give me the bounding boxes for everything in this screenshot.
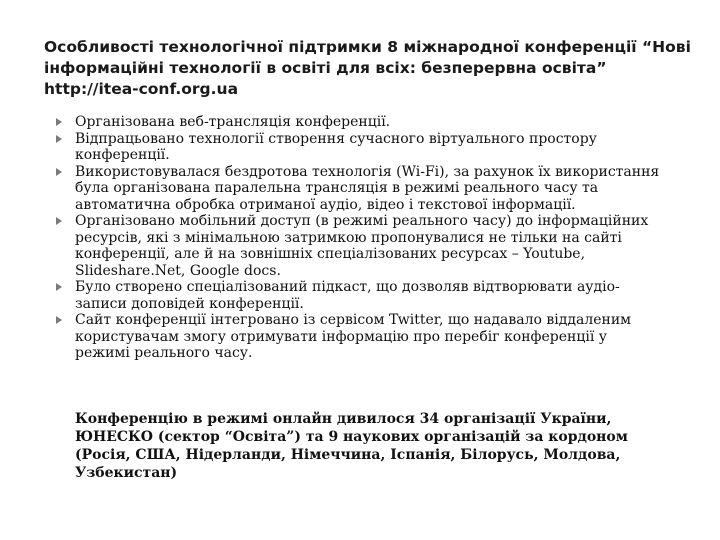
bullet-text: записи доповідей конференції.	[75, 295, 304, 312]
bullet-text: режимі реального часу.	[75, 345, 253, 361]
bullet-text: Slideshare.Net, Google docs.	[75, 262, 281, 279]
title-url: http://itea-conf.org.ua	[44, 80, 239, 98]
summary-line: Узбекистан)	[75, 465, 178, 481]
bullet-text: Організована веб-трансляція конференції.	[75, 114, 391, 130]
summary-paragraph	[75, 410, 695, 482]
title-line: інформаційні технології в освіті для всіх: безперервна освіта”	[44, 59, 607, 77]
bullet-text: конференції, але й на зовнішніх спеціалізованих ресурсах – Youtube,	[75, 246, 586, 262]
bullet-text: була організована паралельна трансляція в режимі реального часу та	[75, 180, 599, 196]
bullet-text: Сайт конференції інтегровано із сервісом Twitter, що надавало віддаленим	[75, 312, 632, 328]
summary-line: Конференцію в режимі онлайн дивилося 34 організації України,	[75, 411, 612, 427]
bullet-arrow-icon	[56, 135, 62, 143]
summary-line: (Росія, США, Нідерланди, Німеччина, Іспанія, Білорусь, Молдова,	[75, 447, 621, 463]
bullet-text: Використовувалася бездротова технологія (Wi-Fi), за рахунок їх використання	[75, 163, 660, 180]
title-line: Особливості технологічної підтримки 8 міжнародної конференції “Нові	[44, 38, 691, 56]
bullet-text: Організовано мобільний доступ (в режимі реального часу) до інформаційних	[75, 213, 649, 229]
bullet-arrow-icon	[56, 316, 62, 324]
bullet-item	[56, 312, 696, 362]
bullet-text: Відпрацьовано технології створення сучасного віртуального простору	[75, 130, 597, 147]
bullet-item	[56, 279, 696, 312]
bullet-arrow-icon	[56, 283, 62, 291]
bullet-arrow-icon	[56, 217, 62, 225]
bullet-item	[56, 164, 696, 214]
bullet-item	[56, 114, 696, 131]
slide-title	[44, 37, 704, 100]
bullet-text: користувачам змогу отримувати інформацію про перебіг конференції у	[75, 328, 608, 345]
bullet-text: Було створено спеціалізований підкаст, що дозволяв відтворювати аудіо-	[75, 279, 620, 295]
bullet-text: автоматична обробка отриманої аудіо, відео і текстової інформації.	[75, 196, 576, 213]
bullet-arrow-icon	[56, 118, 62, 126]
bullet-item	[56, 213, 696, 279]
bullet-arrow-icon	[56, 168, 62, 176]
bullet-item	[56, 131, 696, 164]
bullet-list	[56, 114, 696, 362]
bullet-text: конференції.	[75, 147, 170, 163]
bullet-text: ресурсів, які з мінімальною затримкою пропонувалися не тільки на сайті	[75, 229, 622, 246]
summary-line: ЮНЕСКО (сектор “Освіта”) та 9 наукових організацій за кордоном	[75, 429, 628, 445]
